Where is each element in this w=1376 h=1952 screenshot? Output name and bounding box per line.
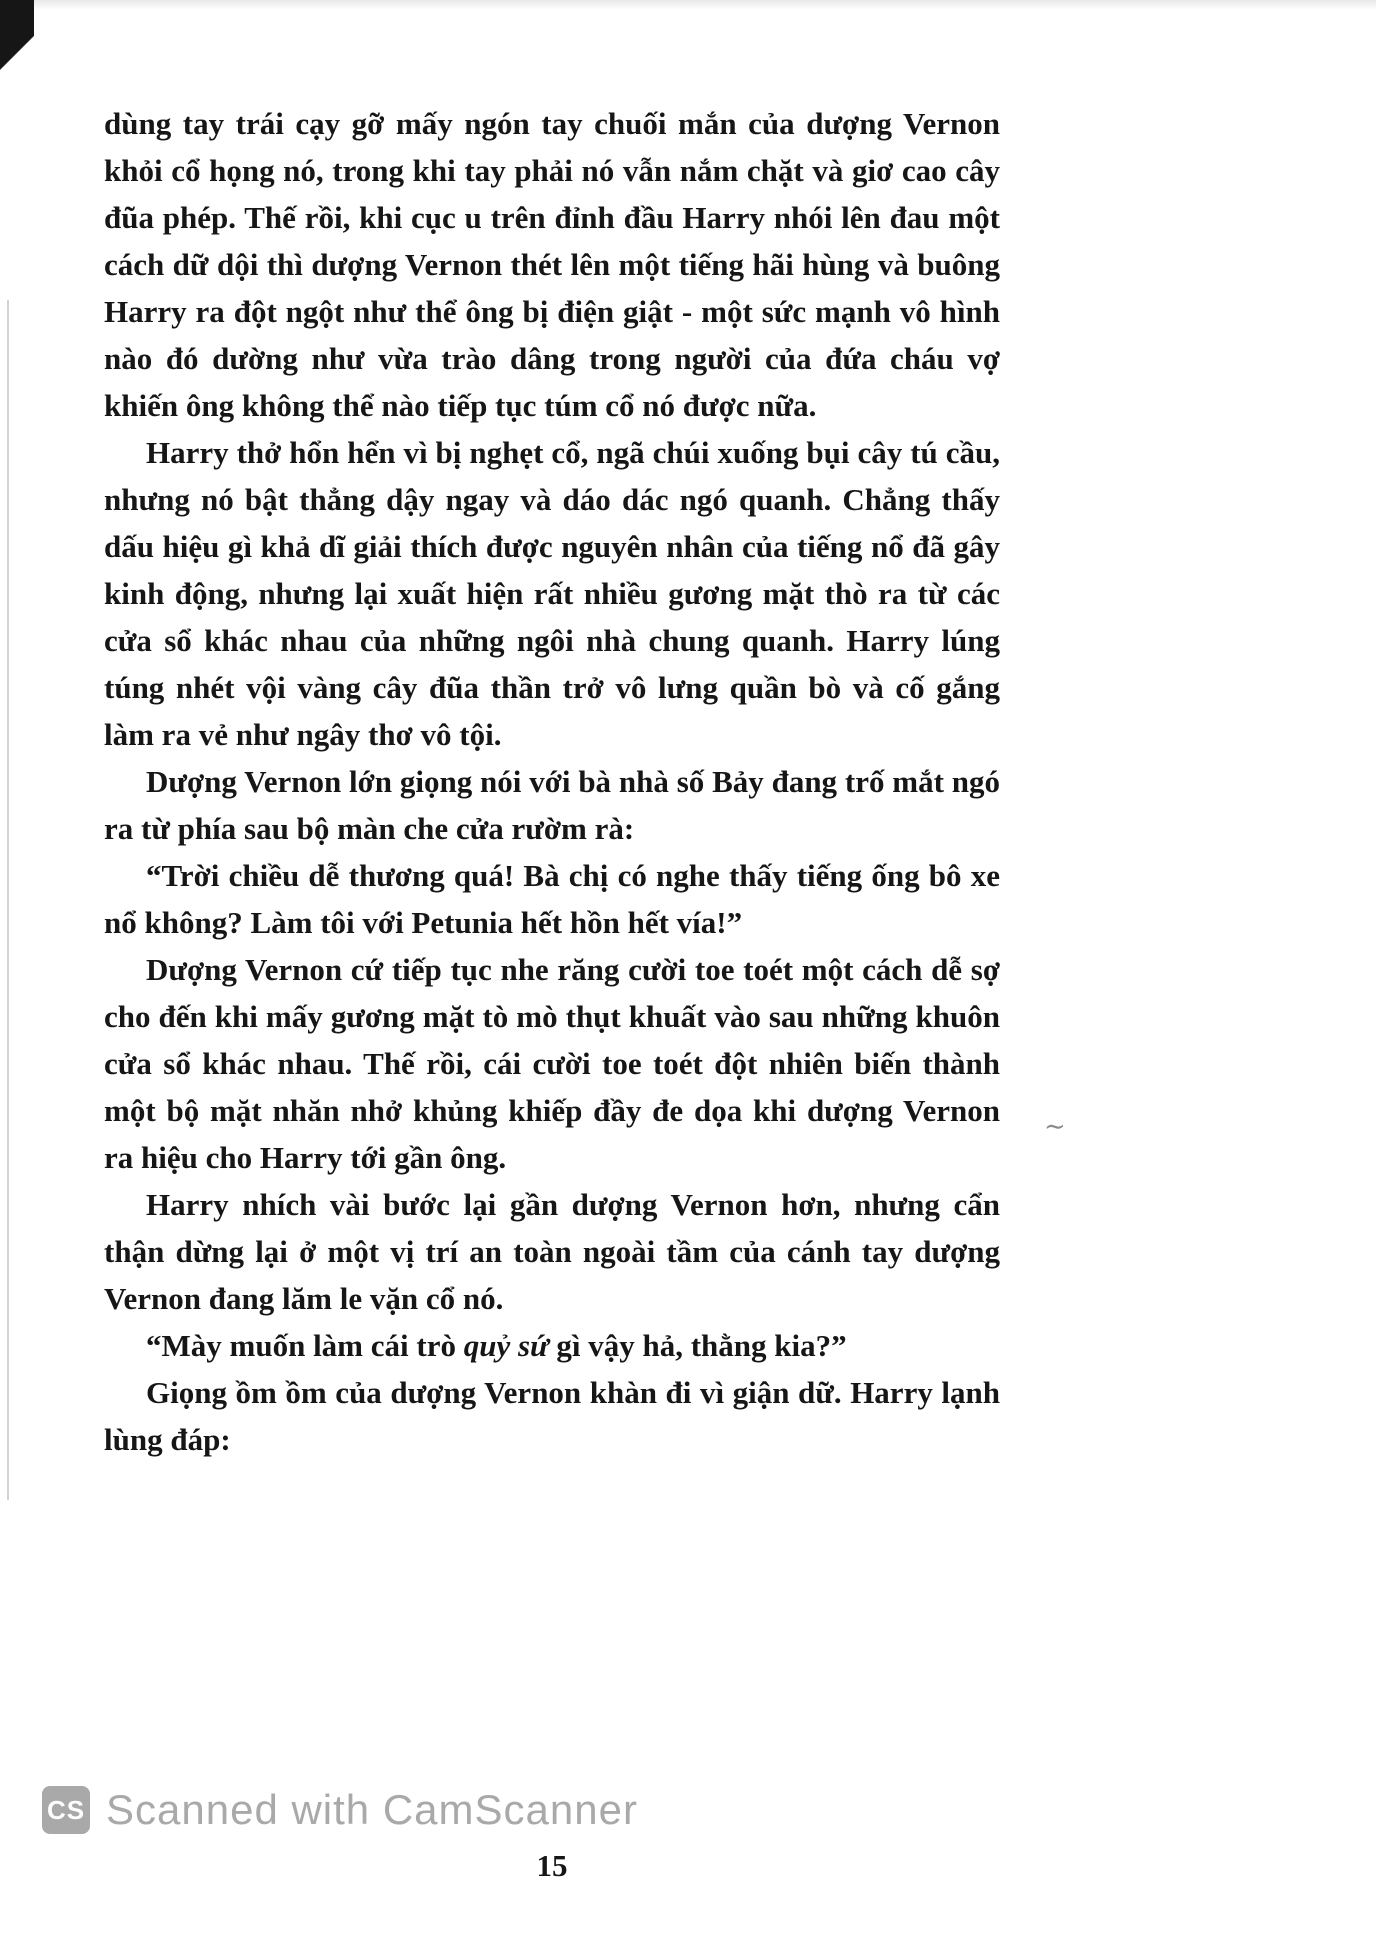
quote-post: gì vậy hả, thằng kia?” [548, 1328, 847, 1363]
scan-corner-artifact [0, 0, 34, 92]
scan-top-shading [0, 0, 1376, 10]
paragraph-with-italic [104, 1322, 1000, 1369]
page-number: 15 [536, 1848, 568, 1883]
paragraph: Dượng Vernon lớn giọng nói với bà nhà số Bảy đang trố mắt ngó ra từ phía sau bộ màn che cửa rườm rà: [104, 764, 1000, 846]
paragraph: Dượng Vernon cứ tiếp tục nhe răng cười toe toét một cách dễ sợ cho đến khi mấy gương mặt tò mò thụt khuất vào sau những khuôn cửa sổ khác nhau. Thế rồi, cái cười toe toét đột nhiên biến thành một bộ mặt nhăn nhở khủng khiếp đầy đe dọa khi dượng Vernon ra hiệu cho Harry tới gần ông. [104, 952, 1000, 1175]
camscanner-watermark [42, 1786, 638, 1834]
paragraph: Giọng ồm ồm của dượng Vernon khàn đi vì giận dữ. Harry lạnh lùng đáp: [104, 1375, 1000, 1457]
camscanner-watermark-label: Scanned with CamScanner [106, 1786, 638, 1833]
quote-italic: quỷ sứ [463, 1328, 549, 1363]
quote-pre: “Mày muốn làm cái trò [146, 1328, 464, 1363]
page-text-block [104, 100, 1000, 1463]
paragraph: Harry nhích vài bước lại gần dượng Vernon hơn, nhưng cẩn thận dừng lại ở một vị trí an toàn ngoài tầm của cánh tay dượng Vernon đang lăm le vặn cổ nó. [104, 1187, 1000, 1316]
paragraph: dùng tay trái cạy gỡ mấy ngón tay chuối mắn của dượng Vernon khỏi cổ họng nó, trong khi tay phải nó vẫn nắm chặt và giơ cao cây đũa phép. Thế rồi, khi cục u trên đỉnh đầu Harry nhói lên đau một cách dữ dội thì dượng Vernon thét lên một tiếng hãi hùng và buông Harry ra đột ngột như thể ông bị điện giật - một sức mạnh vô hình nào đó dường như vừa trào dâng trong người của đứa cháu vợ khiến ông không thể nào tiếp tục túm cổ nó được nữa. [104, 106, 1000, 423]
paragraph: “Trời chiều dễ thương quá! Bà chị có nghe thấy tiếng ống bô xe nổ không? Làm tôi với Petunia hết hồn hết vía!” [104, 858, 1000, 940]
scan-noise-mark: ∼ [1044, 1112, 1066, 1141]
camscanner-logo-icon: CS [42, 1786, 90, 1834]
scan-edge-line [7, 300, 9, 1500]
paragraph: Harry thở hổn hển vì bị nghẹt cổ, ngã chúi xuống bụi cây tú cầu, nhưng nó bật thẳng dậy ngay và dáo dác ngó quanh. Chẳng thấy dấu hiệu gì khả dĩ giải thích được nguyên nhân của tiếng nổ đã gây kinh động, nhưng lại xuất hiện rất nhiều gương mặt thò ra từ các cửa sổ khác nhau của những ngôi nhà chung quanh. Harry lúng túng nhét vội vàng cây đũa thần trở vô lưng quần bò và cố gắng làm ra vẻ như ngây thơ vô tội. [104, 435, 1000, 752]
